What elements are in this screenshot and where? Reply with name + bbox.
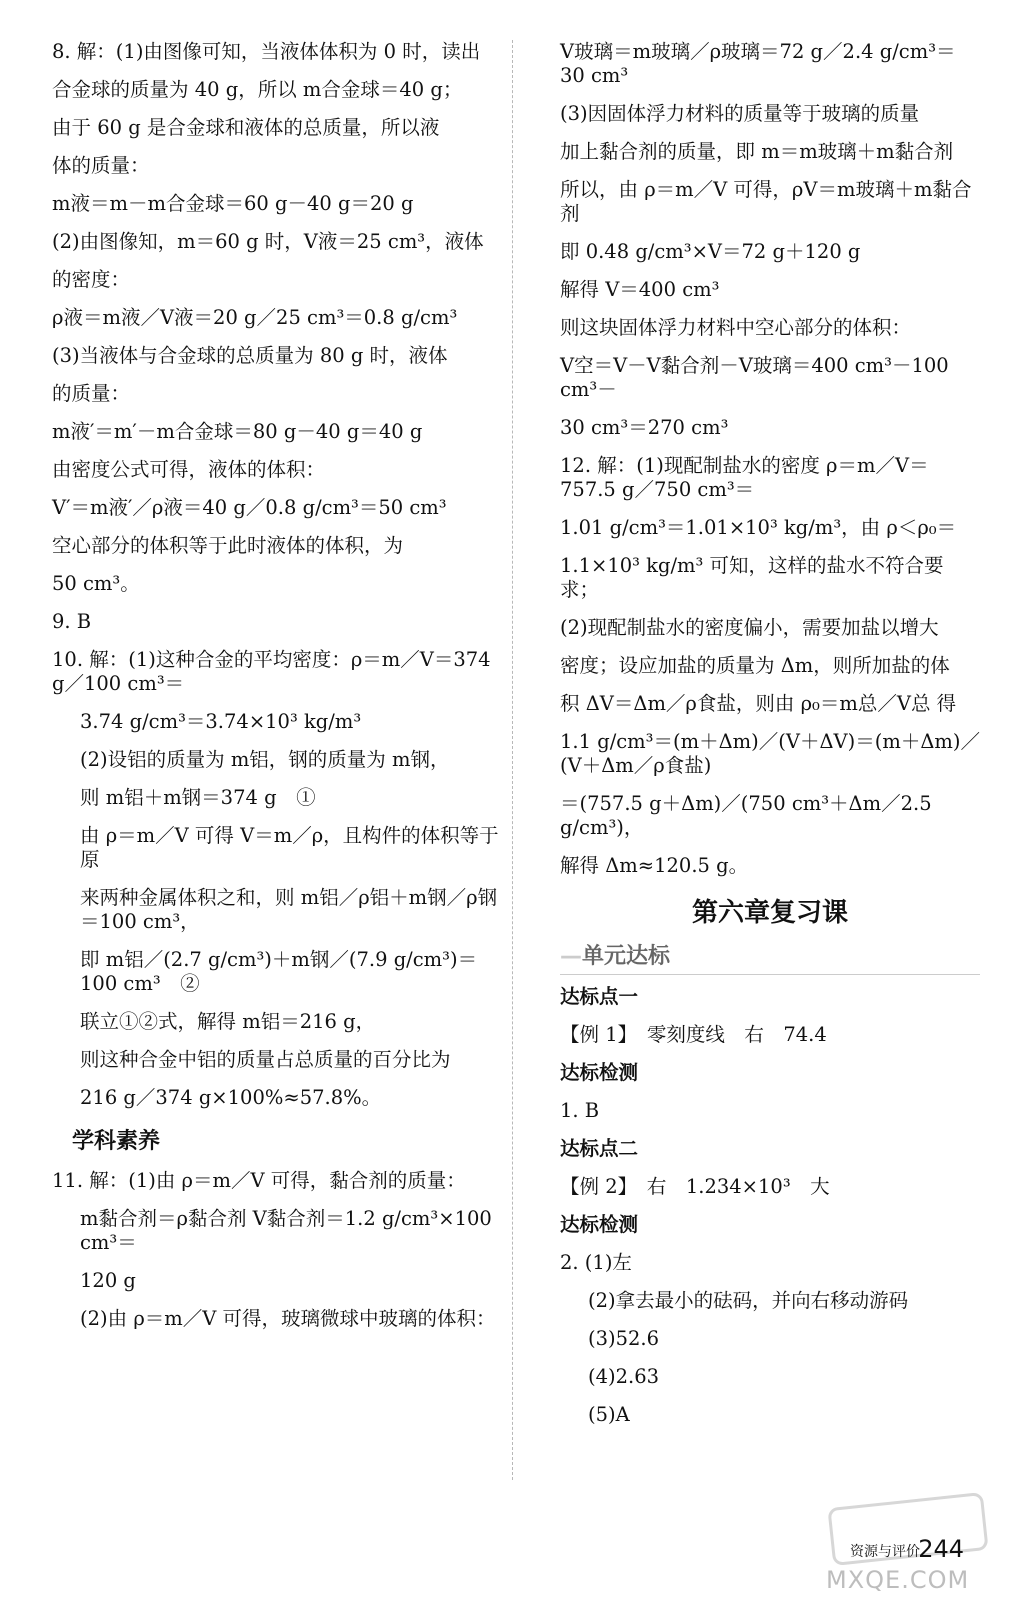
text-line: 【例 1】 零刻度线 右 74.4 — [560, 1023, 827, 1046]
text-line: 来两种金属体积之和，则 m铝／ρ铝＋m钢／ρ钢＝100 cm³， — [80, 886, 498, 933]
right-lines — [560, 40, 980, 878]
text-line: (3)52.6 — [588, 1327, 660, 1350]
text-line: m液′＝m′－m合金球＝80 g－40 g＝40 g — [52, 420, 423, 443]
text-line: ρ液＝m液／V液＝20 g／25 cm³＝0.8 g/cm³ — [52, 306, 458, 329]
text-line: 积 ΔV＝Δm／ρ食盐，则由 ρ₀＝m总／V总 得 — [560, 692, 957, 715]
chapter-title: 第六章复习课 — [691, 898, 848, 928]
left-column — [52, 40, 500, 1345]
text-line: 由密度公式可得，液体的体积： — [52, 458, 326, 481]
text-line: (2)现配制盐水的密度偏小，需要加盐以增大 — [560, 616, 939, 639]
text-line: 合金球的质量为 40 g，所以 m合金球＝40 g； — [52, 78, 463, 101]
text-line: 10. 解：(1)这种合金的平均密度：ρ＝m／V＝374 g／100 cm³＝ — [52, 648, 497, 695]
text-line: 216 g／374 g×100%≈57.8%。 — [80, 1086, 382, 1109]
text-line: 3.74 g/cm³＝3.74×10³ kg/m³ — [80, 710, 362, 733]
text-line: 120 g — [80, 1269, 136, 1292]
text-line: 的密度： — [52, 268, 131, 291]
unit-title: — 单元达标 — [560, 939, 980, 975]
left-lines — [52, 40, 500, 1110]
text-line: 联立①②式，解得 m铝＝216 g， — [80, 1010, 376, 1033]
page-number: 244 — [918, 1535, 964, 1563]
text-line: (2)拿去最小的砝码，并向右移动游码 — [588, 1289, 909, 1312]
text-line: 体的质量： — [52, 154, 150, 177]
text-line: 达标检测 — [560, 1213, 639, 1236]
text-line: 加上黏合剂的质量，即 m＝m玻璃＋m黏合剂 — [560, 140, 954, 163]
text-line: 1. B — [560, 1099, 600, 1122]
text-line: 8. 解：(1)由图像可知，当液体体积为 0 时，读出 — [52, 40, 481, 63]
text-line: 9. B — [52, 610, 92, 633]
text-line: 解得 V＝400 cm³ — [560, 278, 720, 301]
text-line: 50 cm³。 — [52, 572, 140, 595]
text-line: 则 m铝＋m钢＝374 g ① — [80, 786, 316, 809]
watermark-text: MXQE.COM — [826, 1566, 970, 1594]
text-line: (2)设铝的质量为 m铝，钢的质量为 m钢， — [80, 748, 450, 771]
text-line: V′＝m液′／ρ液＝40 g／0.8 g/cm³＝50 cm³ — [52, 496, 447, 519]
text-line: 1.1 g/cm³＝(m＋Δm)／(V＋ΔV)＝(m＋Δm)／(V＋Δm／ρ食盐) — [560, 730, 981, 777]
text-line: 由于 60 g 是合金球和液体的总质量，所以液 — [52, 116, 440, 139]
text-line: 空心部分的体积等于此时液体的体积，为 — [52, 534, 404, 557]
text-line: V玻璃＝m玻璃／ρ玻璃＝72 g／2.4 g/cm³＝30 cm³ — [560, 40, 956, 87]
text-line: 解得 Δm≈120.5 g。 — [560, 854, 749, 877]
section-title: 学科素养 — [72, 1129, 161, 1154]
text-line: m黏合剂＝ρ黏合剂 V黏合剂＝1.2 g/cm³×100 cm³＝ — [80, 1207, 498, 1254]
text-line: 密度；设应加盐的质量为 Δm，则所加盐的体 — [560, 654, 950, 677]
text-line: 由 ρ＝m／V 可得 V＝m／ρ，且构件的体积等于原 — [80, 824, 499, 871]
right-column — [560, 40, 980, 1441]
text-line: (5)A — [588, 1403, 630, 1426]
text-line: 12. 解：(1)现配制盐水的密度 ρ＝m／V＝757.5 g／750 cm³＝ — [560, 454, 929, 501]
text-line: 达标检测 — [560, 1061, 639, 1084]
footer-label: 资源与评价 — [850, 1544, 920, 1560]
text-line: 1.1×10³ kg/m³ 可知，这样的盐水不符合要求； — [560, 554, 944, 601]
text-line: m液＝m－m合金球＝60 g－40 g＝20 g — [52, 192, 414, 215]
text-line: 11. 解：(1)由 ρ＝m／V 可得，黏合剂的质量： — [52, 1169, 466, 1192]
column-divider — [512, 40, 513, 1480]
text-line: (3)当液体与合金球的总质量为 80 g 时，液体 — [52, 344, 448, 367]
text-line: 30 cm³＝270 cm³ — [560, 416, 729, 439]
text-line: (3)因固体浮力材料的质量等于玻璃的质量 — [560, 102, 920, 125]
text-line: (2)由图像知，m＝60 g 时，V液＝25 cm³，液体 — [52, 230, 484, 253]
text-line: 则这种合金中铝的质量占总质量的百分比为 — [80, 1048, 451, 1071]
text-line: 即 0.48 g/cm³×V＝72 g＋120 g — [560, 240, 861, 263]
text-line: 2. (1)左 — [560, 1251, 632, 1274]
left-after-lines — [52, 1169, 500, 1331]
text-line: 的质量： — [52, 382, 131, 405]
text-line: V空＝V－V黏合剂－V玻璃＝400 cm³－100 cm³－ — [560, 354, 955, 401]
text-line: (4)2.63 — [588, 1365, 660, 1388]
text-line: 【例 2】 右 1.234×10³ 大 — [560, 1175, 830, 1198]
text-line: 达标点一 — [560, 985, 639, 1008]
text-line: 1.01 g/cm³＝1.01×10³ kg/m³，由 ρ＜ρ₀＝ — [560, 516, 957, 539]
text-line: 即 m铝／(2.7 g/cm³)＋m钢／(7.9 g/cm³)＝100 cm³ ② — [80, 948, 478, 995]
text-line: 则这块固体浮力材料中空心部分的体积： — [560, 316, 912, 339]
text-line: 所以，由 ρ＝m／V 可得，ρV＝m玻璃＋m黏合剂 — [560, 178, 972, 225]
text-line: (2)由 ρ＝m／V 可得，玻璃微球中玻璃的体积： — [80, 1307, 496, 1330]
text-line: 达标点二 — [560, 1137, 639, 1160]
review-lines — [560, 985, 980, 1427]
text-line: ＝(757.5 g＋Δm)／(750 cm³＋Δm／2.5 g/cm³)， — [560, 792, 938, 839]
